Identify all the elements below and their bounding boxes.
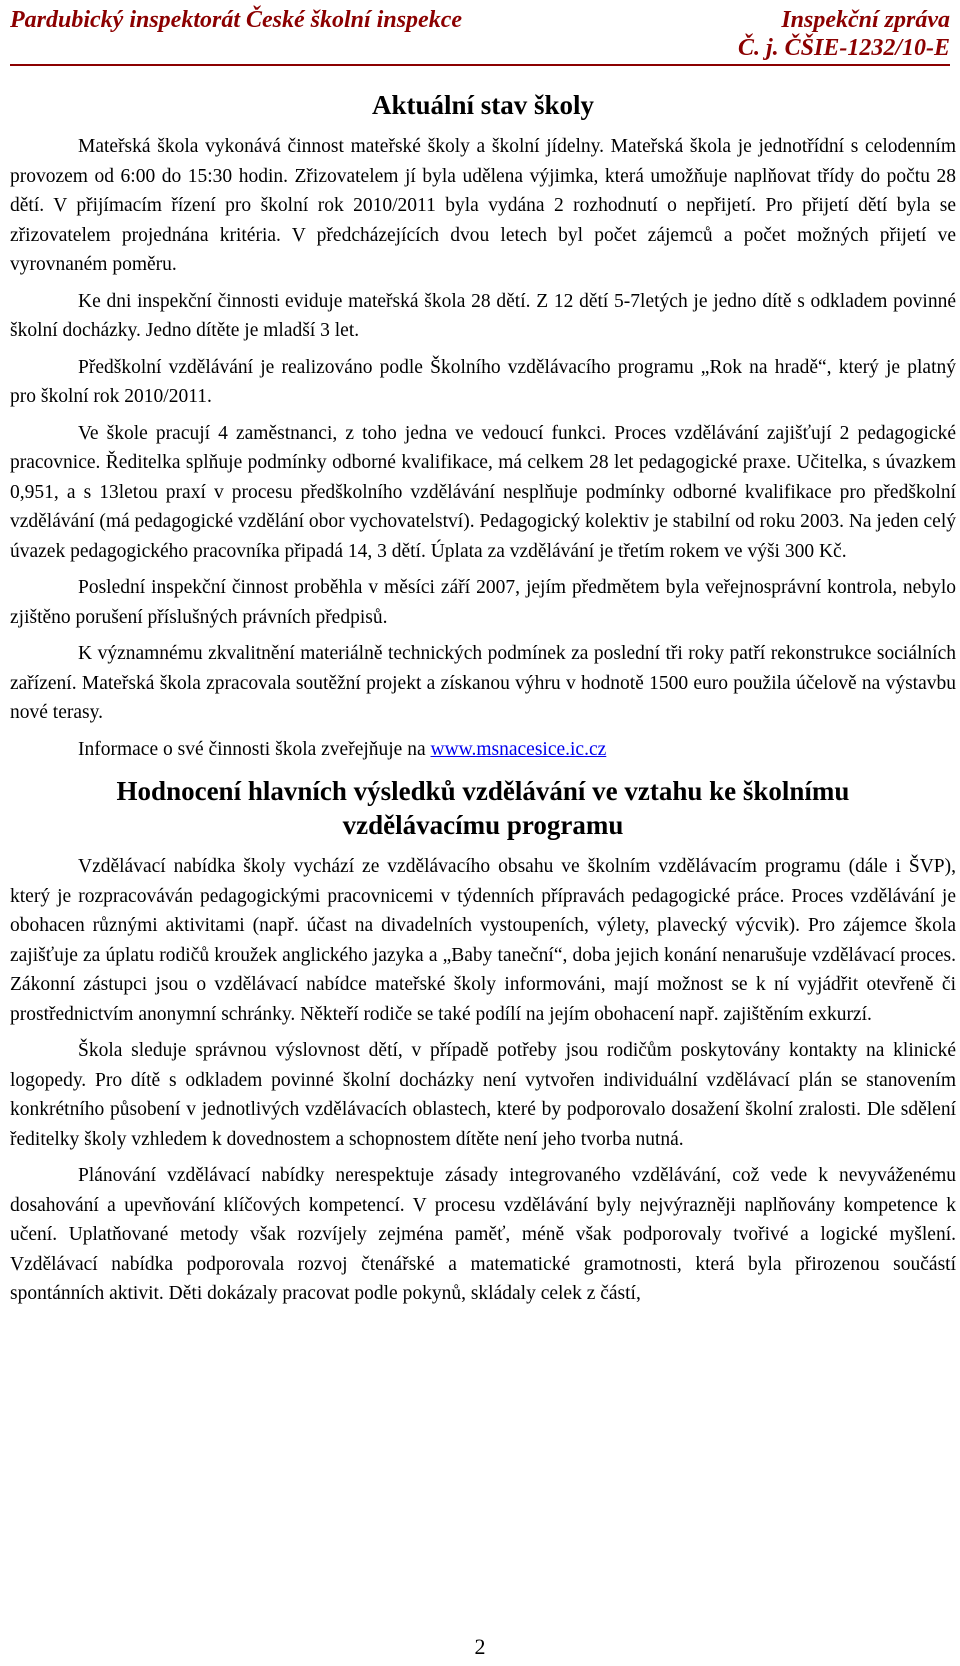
info-text: Informace o své činnosti škola zveřejňuje na	[78, 738, 431, 760]
paragraph: Ve škole pracují 4 zaměstnanci, z toho jedna ve vedoucí funkci. Proces vzdělávání zajišťují 2 pedagogické pracovnice. Ředitelka splňuje podmínky odborné kvalifikace, má celkem 28 let pedagogické praxe. Učitelka, s úvazkem 0,951, a s 13letou praxí v procesu předškolního vzdělávání nesplňuje podmínky odborné kvalifikace pro předškolní vzdělávání (má pedagogické vzdělání obor vychovatelství). Pedagogický kolektiv je stabilní od roku 2003. Na jeden celý úvazek pedagogického pracovníka připadá 14, 3 dětí. Úplata za vzdělávání je třetím rokem ve výši 300 Kč.	[10, 422, 957, 562]
section-heading-results	[10, 774, 956, 842]
paragraph: Ke dni inspekční činnosti eviduje mateřská škola 28 dětí. Z 12 dětí 5-7letých je jedno dítě s odkladem povinné školní docházky. Jedno dítěte je mladší 3 let.	[10, 290, 956, 341]
section-heading-results-line1: Hodnocení hlavních výsledků vzdělávání ve vztahu ke školnímu	[116, 776, 850, 806]
paragraph: Vzdělávací nabídka školy vychází ze vzdělávacího obsahu ve školním vzdělávacím programu (dále i ŠVP), který je rozpracováván pedagogickými pracovnicemi v týdenních přípravách pedagogické práce. Proces vzdělávání je obohacen různými aktivitami (např. účast na divadelních vystoupeních, výlety, plavecký výcvik). Pro zájemce škola zajišťuje za úplatu rodičů kroužek anglického jazyka a „Baby taneční“, doba jejich konání nenarušuje vzdělávací proces. Zákonní zástupci jsou o vzdělávací nabídce mateřské školy informováni, mají možnost se k ní vyjádřit otevřeně či prostřednictvím anonymní schránky. Někteří rodiče se také podílí na jejím obohacení např. zajištěním exkurzí.	[10, 856, 956, 1025]
section-heading-current-state: Aktuální stav školy	[371, 90, 595, 120]
paragraph: Mateřská škola vykonává činnost mateřské školy a školní jídelny. Mateřská škola je jednotřídní s celodenním provozem od 6:00 do 15:30 hodin. Zřizovatelem jí byla udělena výjimka, která umožňuje naplňovat třídy do počtu 28 dětí. V přijímacím řízení pro školní rok 2010/2011 byla vydána 2 rozhodnutí o nepřijetí. Pro přijetí dětí byla se zřizovatelem projednána kritéria. V předcházejících dvou letech byl počet zájemců a počet možných přijetí ve vyrovnaném poměru.	[10, 136, 956, 275]
header-report-info	[738, 6, 950, 62]
school-website-link[interactable]: www.msnacesice.ic.cz	[430, 738, 607, 760]
header-report-title: Inspekční zpráva	[781, 7, 950, 33]
paragraph-info	[10, 735, 956, 765]
page-number: 2	[474, 1634, 486, 1659]
header-reference-number: Č. j. ČŠIE-1232/10-E	[737, 35, 950, 61]
document-body	[10, 88, 956, 1316]
paragraph: Předškolní vzdělávání je realizováno podle Školního vzdělávacího programu „Rok na hradě“, který je platný pro školní rok 2010/2011.	[10, 356, 956, 407]
header-institution: Pardubický inspektorát České školní inspekce	[10, 7, 462, 33]
header-divider	[10, 64, 950, 66]
paragraph: Poslední inspekční činnost proběhla v měsíci září 2007, jejím předmětem byla veřejnosprávní kontrola, nebylo zjištěno porušení příslušných právních předpisů.	[10, 577, 956, 628]
section-heading-results-line2: vzdělávacímu programu	[342, 810, 624, 840]
paragraph: Plánování vzdělávací nabídky nerespektuje zásady integrovaného vzdělávání, což vede k nevyváženému dosahování a upevňování klíčových kompetencí. V procesu vzdělávání byly nejvýrazněji naplňovány kompetence k učení. Uplatňované metody však rozvíjely zejména paměť, méně však podporovaly tvořivé a logické myšlení. Vzdělávací nabídka podporovala rozvoj čtenářské a matematické gramotnosti, která byla přirozenou součástí spontánních aktivit. Děti dokázaly pracovat podle pokynů, skládaly celek z částí,	[10, 1165, 956, 1304]
paragraph: K významnému zkvalitnění materiálně technických podmínek za poslední tři roky patří rekonstrukce sociálních zařízení. Mateřská škola zpracovala soutěžní projekt a získanou výhru v hodnotě 1500 euro použila účelově na výstavbu nové terasy.	[10, 643, 956, 723]
page-header	[10, 2, 950, 60]
paragraph: Škola sleduje správnou výslovnost dětí, v případě potřeby jsou rodičům poskytovány kontakty na klinické logopedy. Pro dítě s odkladem povinné školní docházky není vytvořen individuální vzdělávací plán se stanovením konkrétního působení v jednotlivých vzdělávacích oblastech, které by podporovalo dosažení školní zralosti. Dle sdělení ředitelky školy vzhledem k dovednostem a schopnostem dítěte není jeho tvorba nutná.	[10, 1040, 956, 1150]
